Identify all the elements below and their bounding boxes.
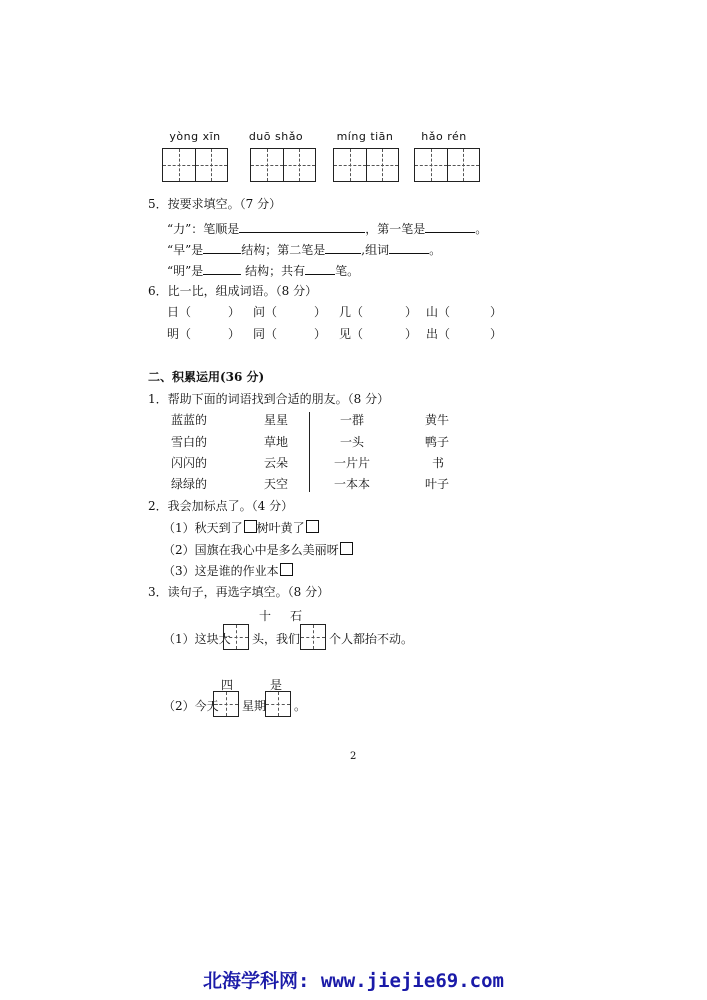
char-box-1[interactable]: [223, 624, 249, 650]
s2q2-item-3: （3）这是谁的作业本: [163, 563, 293, 578]
pinyin-3: míng tiān: [336, 130, 394, 143]
s2q2-item-1: （1）秋天到了 树叶黄了: [163, 520, 319, 535]
footer-site-link[interactable]: 北海学科网: www.jiejie69.com: [203, 970, 504, 992]
s2q3-sentence-2b: 星期: [242, 699, 267, 713]
punctuation-box-1[interactable]: [244, 520, 257, 533]
s2q3-sentence-1c: 个人都抬不动。: [329, 632, 414, 646]
col-c-word-3[interactable]: 一片片: [334, 456, 371, 470]
q6-row2-close1: ）: [228, 327, 241, 341]
q5-blank-second-stroke[interactable]: [325, 241, 361, 254]
choice-shi-is: 是: [270, 678, 283, 692]
q6-row1-item1[interactable]: 日（: [167, 305, 192, 319]
col-d-word-1[interactable]: 黄牛: [425, 413, 450, 427]
q6-row1-close1: ）: [228, 305, 241, 319]
col-d-word-3[interactable]: 书: [432, 456, 445, 470]
s2q3-heading: 3．读句子，再选字填空。（8 分）: [148, 585, 330, 599]
pinyin-2: duō shǎo: [248, 130, 304, 143]
q6-heading: 6．比一比，组成词语。（8 分）: [148, 284, 318, 298]
punctuation-box-4[interactable]: [280, 563, 293, 576]
col-a-word-1[interactable]: 蓝蓝的: [171, 413, 208, 427]
writing-grid-1[interactable]: [162, 148, 228, 182]
col-c-word-4[interactable]: 一本本: [334, 477, 371, 491]
q6-row1-item2[interactable]: 问（: [253, 305, 278, 319]
choice-shi-ten: 十: [259, 609, 272, 623]
col-d-word-4[interactable]: 叶子: [425, 477, 450, 491]
writing-grid-4[interactable]: [414, 148, 480, 182]
s2q1-heading: 1．帮助下面的词语找到合适的朋友。（8 分）: [148, 392, 390, 406]
pinyin-4: hǎo rén: [421, 130, 467, 143]
section-2-title: 二、积累运用(36 分): [148, 370, 265, 384]
q5-line-3: “明”是 结构；共有 笔。: [167, 264, 360, 278]
q5-blank-structure-zao[interactable]: [203, 241, 241, 254]
s2q2-heading: 2．我会加标点了。（4 分）: [148, 499, 294, 513]
col-d-word-2[interactable]: 鸭子: [425, 435, 450, 449]
q6-row1-close3: ）: [405, 305, 418, 319]
q6-row2-close3: ）: [405, 327, 418, 341]
col-a-word-4[interactable]: 绿绿的: [171, 477, 208, 491]
choice-shi-stone: 石: [290, 609, 303, 623]
s2q3-sentence-2c: 。: [294, 699, 307, 713]
q5-blank-word[interactable]: [389, 241, 429, 254]
char-box-4[interactable]: [265, 691, 291, 717]
s2q3-sentence-2a: （2）今天: [163, 699, 219, 713]
char-box-2[interactable]: [300, 624, 326, 650]
s2q3-sentence-1b: 头，我们: [252, 632, 301, 646]
q6-row2-item3[interactable]: 见（: [339, 327, 364, 341]
col-c-word-1[interactable]: 一群: [340, 413, 365, 427]
page-number: 2: [350, 751, 357, 762]
col-b-word-1[interactable]: 星星: [264, 413, 289, 427]
col-b-word-4[interactable]: 天空: [264, 477, 289, 491]
column-divider: [309, 412, 310, 492]
col-a-word-2[interactable]: 雪白的: [171, 435, 208, 449]
col-a-word-3[interactable]: 闪闪的: [171, 456, 208, 470]
q5-line-1: “力”：笔顺是 ，第一笔是 。: [167, 222, 488, 236]
q5-blank-stroke-count[interactable]: [305, 262, 335, 275]
q6-row2-close2: ）: [314, 327, 327, 341]
q6-row2-close4: ）: [490, 327, 503, 341]
col-b-word-3[interactable]: 云朵: [264, 456, 289, 470]
choice-si-four: 四: [221, 678, 234, 692]
q6-row1-close2: ）: [314, 305, 327, 319]
q6-row2-item1[interactable]: 明（: [167, 327, 192, 341]
q6-row2-item4[interactable]: 出（: [426, 327, 451, 341]
q6-row1-close4: ）: [490, 305, 503, 319]
q5-line-2: “早”是 结构；第二笔是 ,组词 。: [167, 243, 442, 257]
q5-blank-first-stroke[interactable]: [425, 220, 475, 233]
punctuation-box-2[interactable]: [306, 520, 319, 533]
q5-blank-stroke-order[interactable]: [239, 220, 365, 233]
q6-row1-item4[interactable]: 山（: [426, 305, 451, 319]
writing-grid-3[interactable]: [333, 148, 399, 182]
pinyin-1: yòng xīn: [169, 130, 221, 143]
q6-row2-item2[interactable]: 同（: [253, 327, 278, 341]
writing-grid-2[interactable]: [250, 148, 316, 182]
col-c-word-2[interactable]: 一头: [340, 435, 365, 449]
q5-blank-structure-ming[interactable]: [203, 262, 241, 275]
char-box-3[interactable]: [213, 691, 239, 717]
col-b-word-2[interactable]: 草地: [264, 435, 289, 449]
q6-row1-item3[interactable]: 几（: [339, 305, 364, 319]
s2q2-item-2: （2）国旗在我心中是多么美丽呀: [163, 542, 353, 557]
q5-heading: 5．按要求填空。（7 分）: [148, 197, 282, 211]
s2q3-sentence-1a: （1）这块大: [163, 632, 231, 646]
punctuation-box-3[interactable]: [340, 542, 353, 555]
